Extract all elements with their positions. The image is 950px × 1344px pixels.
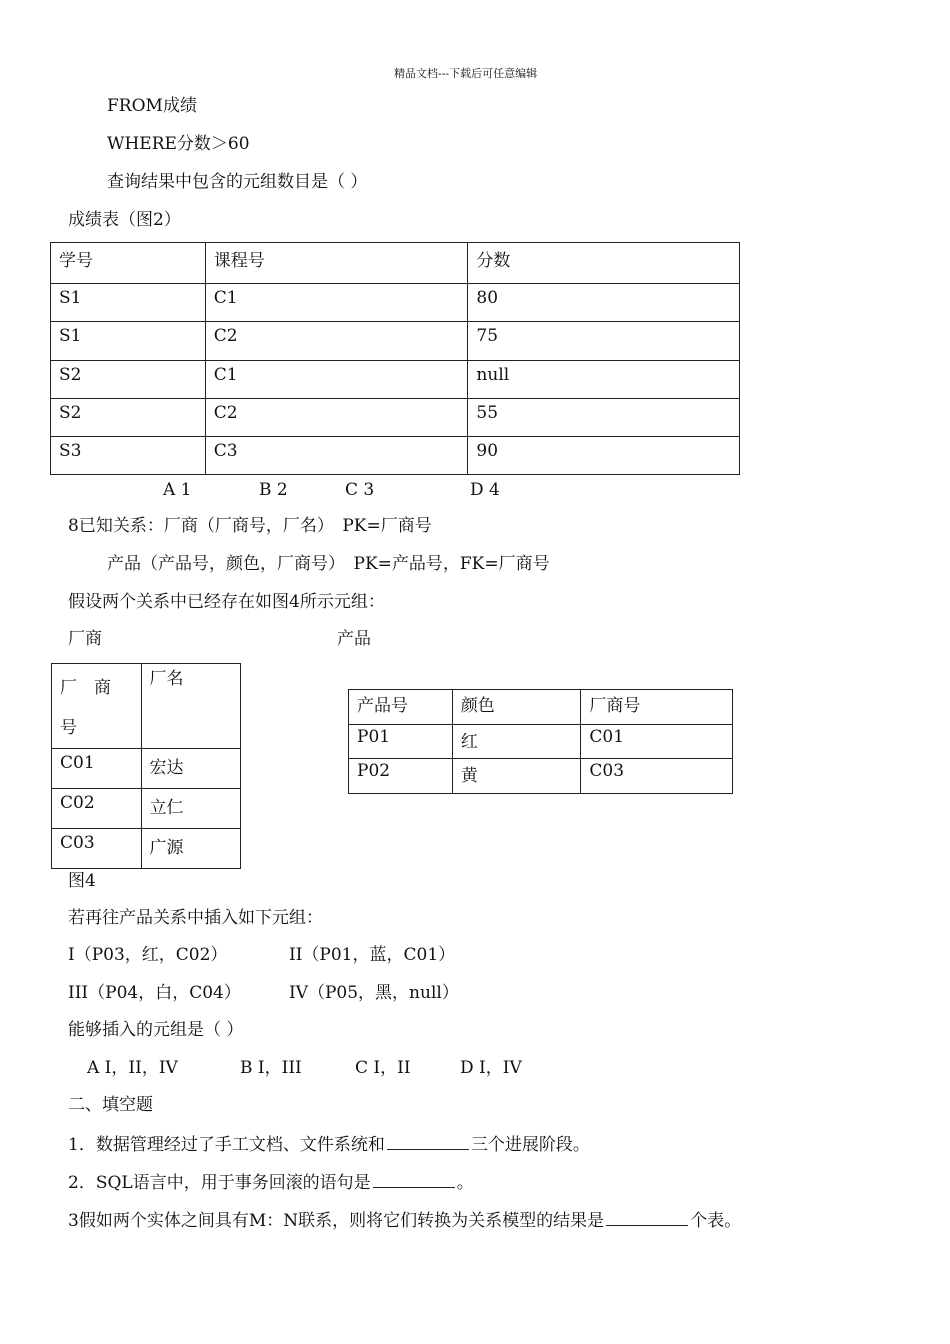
score-table: [50, 242, 740, 475]
column-header: 课程号: [205, 243, 468, 284]
column-header: 厂商号: [581, 690, 733, 725]
tuple-2: II（P01，蓝，C01）: [289, 945, 456, 965]
table-header-row: [51, 243, 740, 284]
option-a: A 1: [163, 480, 192, 500]
fill-question-3: [68, 1207, 741, 1232]
table-cell: 红: [452, 725, 581, 759]
sql-where-line: WHERE分数＞60: [107, 134, 250, 154]
column-header: [52, 664, 142, 749]
section-title: 二、填空题: [68, 1095, 153, 1115]
table-cell: 75: [468, 322, 740, 361]
table-row: [349, 759, 733, 794]
question-text: 3假如两个实体之间具有M：N联系，则将它们转换为关系模型的结果是: [68, 1211, 605, 1231]
table-cell: 宏达: [141, 749, 240, 789]
question-text: 1．数据管理经过了手工文档、文件系统和: [68, 1135, 385, 1155]
question-text: 。: [456, 1173, 474, 1193]
column-header: 学号: [51, 243, 206, 284]
column-header: 厂名: [141, 664, 240, 749]
option-b: B 2: [259, 480, 288, 500]
table-cell: C03: [581, 759, 733, 794]
column-header: 分数: [468, 243, 740, 284]
option-d: D I，IV: [460, 1058, 522, 1078]
answer-blank[interactable]: [387, 1131, 469, 1150]
question-text: 2．SQL语言中，用于事务回滚的语句是: [68, 1173, 371, 1193]
column-header: 产品号: [349, 690, 453, 725]
table-cell: 80: [468, 284, 740, 322]
product-label: 产品: [337, 629, 371, 649]
column-header-text: 厂 商: [60, 678, 111, 698]
answer-blank[interactable]: [373, 1169, 455, 1188]
insert-question: 能够插入的元组是（ ）: [68, 1020, 244, 1040]
table-row: [52, 829, 241, 869]
table-cell: C01: [52, 749, 142, 789]
option-b: B I，III: [240, 1058, 302, 1078]
option-d: D 4: [470, 480, 500, 500]
tuple-4: IV（P05，黑，null）: [289, 983, 459, 1003]
table-row: [52, 789, 241, 829]
vendor-table: [51, 663, 241, 869]
table-cell: P02: [349, 759, 453, 794]
table-cell: C2: [205, 322, 468, 361]
table-cell: 55: [468, 399, 740, 437]
table-cell: C1: [205, 284, 468, 322]
table-row: [51, 322, 740, 361]
fill-question-1: [68, 1131, 590, 1156]
table-cell: C02: [52, 789, 142, 829]
tuple-3: III（P04，白，C04）: [68, 983, 241, 1003]
table-cell: C01: [581, 725, 733, 759]
question-text: 三个进展阶段。: [470, 1135, 590, 1155]
sql-from-line: FROM成绩: [107, 96, 197, 116]
table-header-row: [52, 664, 241, 749]
table-cell: C3: [205, 437, 468, 475]
table-row: [52, 749, 241, 789]
table-cell: P01: [349, 725, 453, 759]
table-row: [51, 399, 740, 437]
table-cell: 立仁: [141, 789, 240, 829]
table-row: [51, 361, 740, 399]
table-cell: null: [468, 361, 740, 399]
table-cell: S3: [51, 437, 206, 475]
question-8-line1: 8已知关系：厂商（厂商号，厂名） PK=厂商号: [68, 516, 432, 536]
option-a: A I，II，IV: [87, 1058, 178, 1078]
table-row: [51, 437, 740, 475]
figure-caption: 图4: [68, 871, 96, 891]
table-cell: 广源: [141, 829, 240, 869]
column-header: 颜色: [452, 690, 581, 725]
table-row: [51, 284, 740, 322]
question-8-line3: 假设两个关系中已经存在如图4所示元组：: [68, 592, 385, 612]
table-cell: C1: [205, 361, 468, 399]
insert-intro: 若再往产品关系中插入如下元组：: [68, 908, 323, 928]
product-table: [348, 689, 733, 794]
table-cell: C2: [205, 399, 468, 437]
column-header-text-cont: 号: [60, 718, 77, 738]
table-cell: C03: [52, 829, 142, 869]
table-cell: S1: [51, 322, 206, 361]
option-c: C I，II: [355, 1058, 411, 1078]
table-cell: 90: [468, 437, 740, 475]
fill-question-2: [68, 1169, 474, 1194]
vendor-label: 厂商: [68, 629, 102, 649]
table-caption: 成绩表（图2）: [68, 210, 181, 230]
table-cell: S2: [51, 399, 206, 437]
table-header-row: [349, 690, 733, 725]
tuple-1: I（P03，红，C02）: [68, 945, 228, 965]
option-c: C 3: [345, 480, 375, 500]
table-cell: S2: [51, 361, 206, 399]
question-text: 查询结果中包含的元组数目是（ ）: [107, 172, 368, 192]
table-row: [349, 725, 733, 759]
table-cell: 黄: [452, 759, 581, 794]
question-8-line2: 产品（产品号，颜色，厂商号） PK=产品号，FK=厂商号: [107, 554, 550, 574]
answer-blank[interactable]: [606, 1207, 688, 1226]
question-text: 个表。: [690, 1211, 742, 1231]
table-cell: S1: [51, 284, 206, 322]
page-header: 精品文档---下载后可任意编辑: [394, 67, 538, 80]
